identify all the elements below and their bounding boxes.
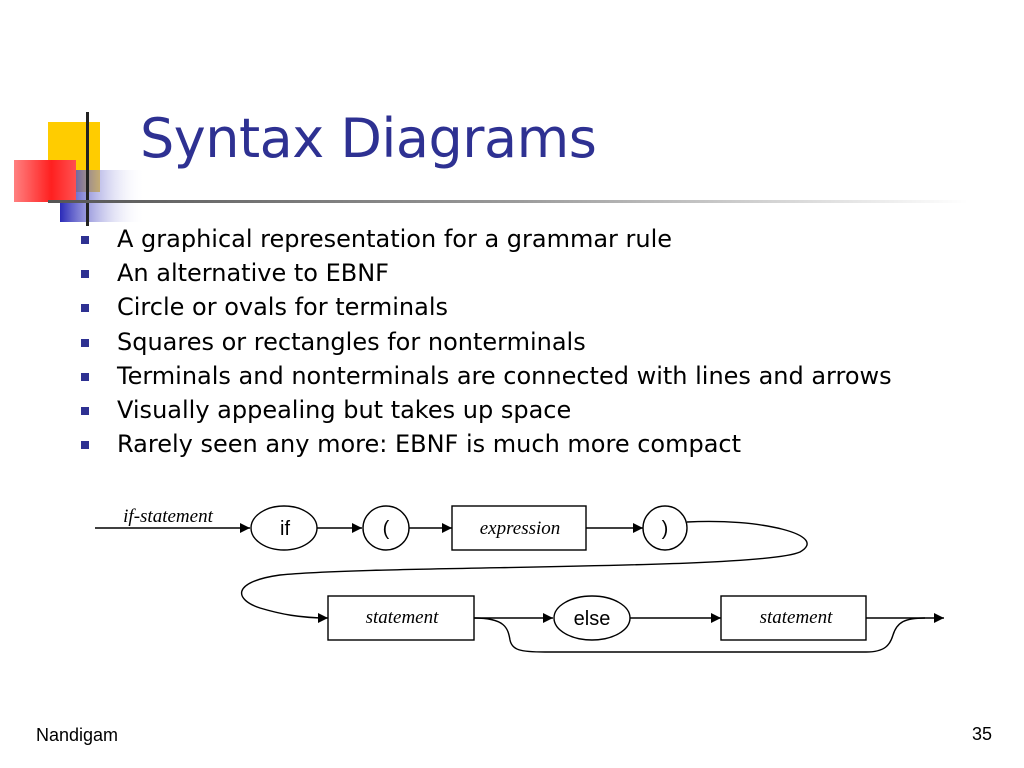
list-item (78, 327, 892, 361)
deco-red-square (14, 160, 76, 202)
bullet-square-icon (81, 373, 89, 381)
bullet-text: A graphical representation for a grammar rule (117, 225, 673, 253)
list-item (78, 258, 892, 292)
expression-label: expression (479, 518, 561, 539)
else-bypass-line (474, 618, 925, 652)
else-terminal-label: else (573, 608, 611, 630)
syntax-diagram (0, 490, 1024, 670)
if-terminal-label: if (280, 518, 290, 540)
bullet-text: An alternative to EBNF (117, 259, 389, 288)
lparen-terminal-label: ( (382, 518, 390, 540)
bullet-square-icon (81, 236, 89, 244)
bullet-text: Rarely seen any more: EBNF is much more compact (117, 430, 742, 459)
bullet-square-icon (81, 441, 89, 449)
list-item (78, 429, 892, 463)
bullet-square-icon (81, 304, 89, 312)
rparen-terminal-label: ) (661, 518, 669, 540)
bullet-square-icon (81, 270, 89, 278)
bullet-square-icon (81, 407, 89, 415)
else-statement-label: statement (759, 607, 833, 628)
bullet-text: Terminals and nonterminals are connected with lines and arrows (117, 361, 892, 390)
bullet-text: Squares or rectangles for nonterminals (117, 327, 586, 356)
list-item (78, 395, 892, 429)
list-item (78, 361, 892, 395)
deco-vertical-line (86, 112, 89, 226)
bullet-list (78, 224, 892, 463)
deco-blue-square (60, 170, 145, 222)
list-item (78, 224, 892, 258)
bullet-text: Visually appealing but takes up space (117, 395, 572, 424)
title-underline (48, 200, 968, 203)
footer-author: Nandigam (36, 725, 119, 745)
page-number: 35 (971, 724, 992, 744)
bullet-square-icon (81, 339, 89, 347)
bullet-text: Circle or ovals for terminals (117, 293, 448, 322)
then-statement-label: statement (365, 607, 439, 628)
rule-label: if-statement (123, 506, 213, 527)
page-title: Syntax Diagrams (140, 107, 597, 170)
list-item (78, 292, 892, 326)
deco-yellow-square (48, 122, 100, 192)
